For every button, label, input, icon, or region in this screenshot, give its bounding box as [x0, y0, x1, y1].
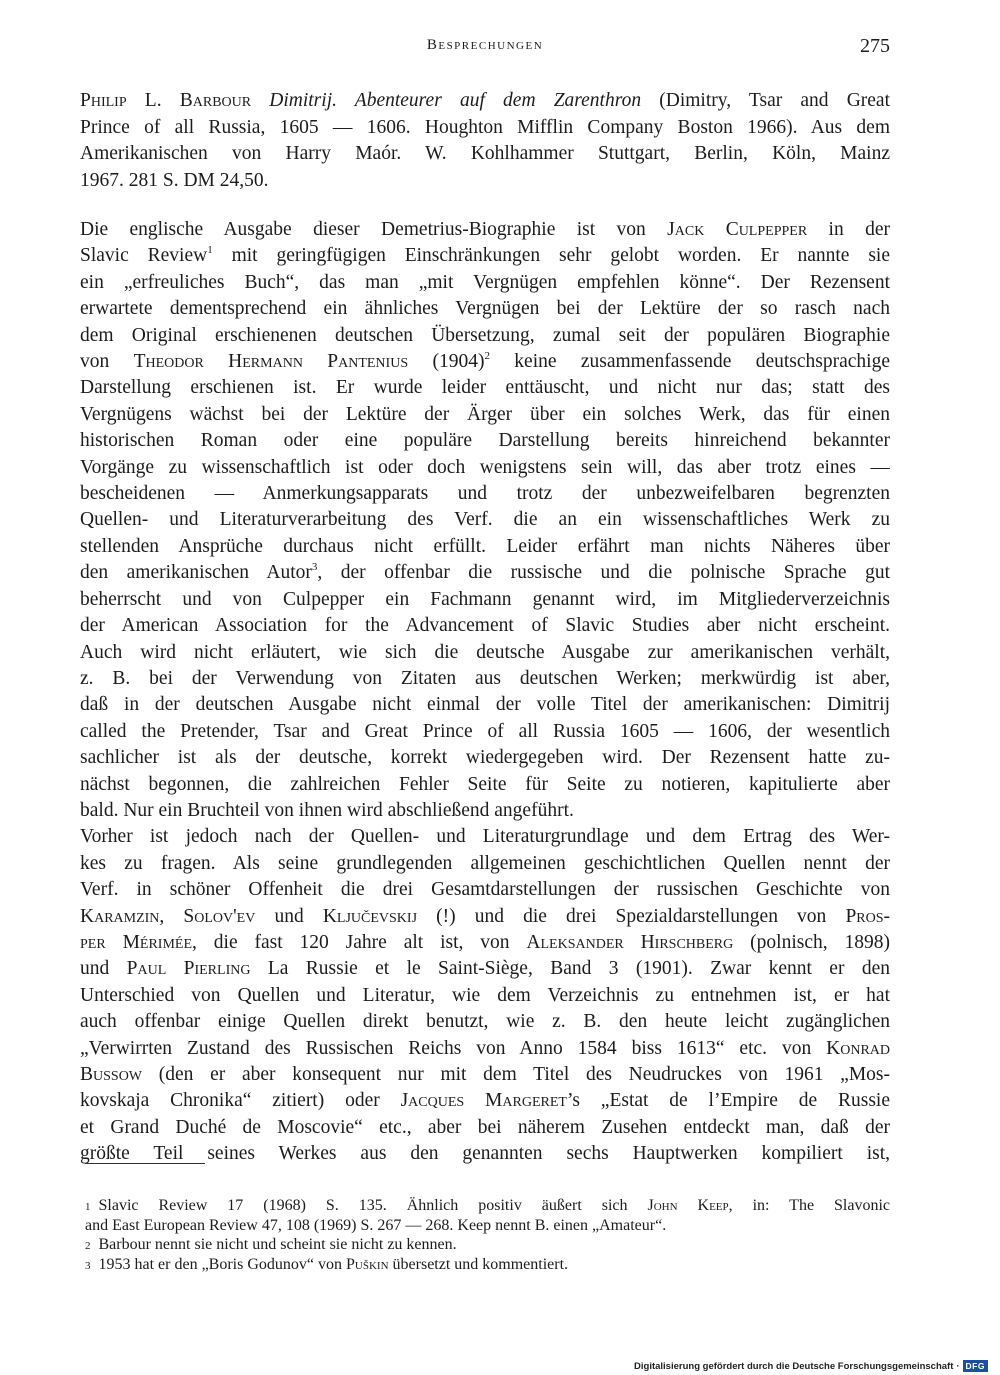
- body-line: Die englische Ausgabe dieser Demetrius-Biographie ist von Jack Culpepper in der: [80, 219, 890, 240]
- body-line: der American Association for the Advancement of Slavic Studies aber nicht erscheint.: [80, 615, 890, 637]
- body-line: Quellen- und Literaturverarbeitung des Verf. die an ein wissenschaftliches Werk zu: [80, 509, 890, 531]
- footnote-ref: 3: [311, 561, 318, 574]
- author-name: Pros-: [845, 905, 890, 927]
- footnote-1: $^1$ Slavic Review 17 (1968) S. 135. Ähnlich positiv äußert sich John Keep, in: The Slavonic: [85, 1197, 890, 1214]
- author-name: Paul Pierling: [126, 958, 251, 980]
- footnote-ref: 2: [484, 350, 490, 363]
- body-line: ein „erfreuliches Buch“, das man „mit Vergnügen empfehlen könne“. Der Rezensent: [80, 271, 890, 293]
- body-line: bald. Nur ein Bruchteil von ihnen wird abschließend angeführt.: [80, 799, 574, 821]
- running-head: Besprechungen: [426, 37, 544, 53]
- body-line: erwartete dementsprechend ein ähnliches Vergnügen bei der Lektüre der so rasch nach: [80, 298, 890, 320]
- body-line: daß in der deutschen Ausgabe nicht einmal der volle Titel der amerikanischen: Dimitrij: [80, 694, 890, 716]
- body-line: und Paul Pierling La Russie et le Saint-Siège, Band 3 (1901). Zwar kennt er den: [80, 958, 890, 980]
- body-line: z. B. bei der Verwendung von Zitaten aus deutschen Werken; merkwürdig ist aber,: [80, 667, 890, 689]
- footnote-1-cont: and East European Review 47, 108 (1969) S. 267 — 268. Keep nennt B. einen „Amateur“.: [85, 1216, 667, 1234]
- footnotes: [85, 1196, 890, 1274]
- body-line: von Theodor Hermann Pantenius $(1904)^2$ keine zusammenfassende deutschsprachige: [80, 350, 890, 373]
- heading-line-1: Philip L. Barbour Dimitrij. Abenteurer auf dem Zarenthron (Dimitry, Tsar and Great: [80, 90, 890, 111]
- body-line: den amerikanischen Autor$^3$, der offenbar die russische und die polnische Sprache gut: [80, 561, 890, 584]
- body-line: Verf. in schöner Offenheit die drei Gesamtdarstellungen der russischen Geschichte von: [80, 879, 890, 901]
- author-name: Solov'ev: [183, 905, 256, 927]
- book-author: Philip L. Barbour: [80, 90, 252, 111]
- body-line: „Verwirrten Zustand des Russischen Reichs von Anno 1584 biss 1613“ etc. von Konrad: [80, 1037, 890, 1059]
- body-line: Vergnügens wächst bei der Lektüre der Ärger über ein solches Werk, das für einen: [80, 403, 890, 425]
- author-name: John Keep: [647, 1197, 729, 1214]
- author-name: Ključevskij: [322, 905, 418, 927]
- review-body: [80, 217, 890, 1168]
- heading-line-2: Prince of all Russia, 1605 — 1606. Houghton Mifflin Company Boston 1966). Aus dem: [80, 116, 890, 138]
- author-name: Theodor Hermann Pantenius: [133, 351, 409, 373]
- body-line: Slavic Review$^1$ mit geringfügigen Einschränkungen sehr gelobt worden. Er nannte sie: [80, 244, 890, 267]
- notice-separator: ·: [956, 1360, 960, 1372]
- footnote-2: $^2$ Barbour nennt sie nicht und scheint sie nicht zu kennen.: [85, 1236, 457, 1253]
- author-name: Konrad: [826, 1037, 890, 1059]
- author-name: Jack Culpepper: [667, 219, 808, 240]
- footnote-3: $^3$ 1953 hat er den „Boris Godunov“ von Puškin übersetzt und kommentiert.: [85, 1255, 569, 1273]
- author-name: Puškin: [346, 1255, 389, 1273]
- body-line: Vorgänge zu wissenschaftlich ist oder doch wenigstens sein will, das aber trotz eines —: [80, 456, 890, 478]
- author-name: Bussow: [80, 1064, 143, 1085]
- footnote-ref: 1: [207, 244, 213, 257]
- body-line: kes zu fragen. Als seine grundlegenden allgemeinen geschichtlichen Quellen nennt der: [80, 852, 890, 874]
- author-name: Aleksander Hirschberg: [526, 931, 734, 953]
- body-line: Karamzin, Solov'ev und Ključevskij (!) und die drei Spezialdarstellungen von Pros-: [80, 905, 890, 927]
- review-heading: [80, 88, 890, 194]
- body-line: sachlicher ist als der deutsche, korrekt wiedergegeben wird. Der Rezensent hatte zu-: [80, 747, 890, 769]
- body-line: beherrscht und von Culpepper ein Fachmann genannt wird, im Mitgliederverzeichnis: [80, 588, 890, 610]
- body-line: bescheidenen — Anmerkungsapparats und trotz der unbezweifelbaren begrenzten: [80, 483, 890, 505]
- body-line: historischen Roman oder eine populäre Darstellung bereits hinreichend bekannter: [80, 430, 890, 452]
- heading-line-4: 1967. 281 S. DM 24,50.: [80, 169, 269, 191]
- page-header: [80, 35, 890, 65]
- author-name: per Mérimée: [80, 931, 193, 953]
- author-name: Jacques Margeret: [400, 1090, 567, 1112]
- dfg-logo-icon: DFG: [963, 1360, 988, 1372]
- body-line: Auch wird nicht erläutert, wie sich die deutsche Ausgabe zur amerikanischen verhält,: [80, 641, 890, 663]
- body-line: kovskaja Chronika“ zitiert) oder Jacques Margeret’s „Estat de l’Empire de Russie: [80, 1090, 890, 1112]
- page-number: 275: [860, 35, 890, 57]
- book-title: Dimitrij. Abenteurer auf dem Zarenthron: [269, 90, 642, 111]
- funding-text: Digitalisierung gefördert durch die Deutsche Forschungsgemeinschaft: [634, 1360, 954, 1372]
- body-line: stellenden Ansprüche durchaus nicht erfüllt. Leider erfährt man nichts Näheres über: [80, 535, 890, 557]
- body-line: größte Teil seines Werkes aus den genannten sechs Hauptwerken kompiliert ist,: [80, 1143, 890, 1165]
- body-line: et Grand Duché de Moscovie“ etc., aber bei näherem Zusehen entdeckt man, daß der: [80, 1116, 890, 1138]
- body-line: called the Pretender, Tsar and Great Prince of all Russia 1605 — 1606, der wesentlich: [80, 720, 890, 742]
- footnote-divider: [85, 1163, 205, 1164]
- body-line: Vorher ist jedoch nach der Quellen- und Literaturgrundlage und dem Ertrag des Wer-: [80, 826, 890, 848]
- body-line: per Mérimée, die fast 120 Jahre alt ist, von Aleksander Hirschberg (polnisch, 1898): [80, 931, 890, 953]
- heading-line-3: Amerikanischen von Harry Maór. W. Kohlhammer Stuttgart, Berlin, Köln, Mainz: [80, 143, 890, 164]
- author-name: Karamzin: [80, 905, 160, 927]
- body-line: Darstellung erschienen ist. Er wurde leider enttäuscht, und nicht nur das; statt des: [80, 377, 890, 399]
- body-line: nächst begonnen, die zahlreichen Fehler Seite für Seite zu notieren, kapitulierte aber: [80, 773, 890, 795]
- body-line: auch offenbar einige Quellen direkt benutzt, wie z. B. den heute leicht zugänglichen: [80, 1011, 890, 1033]
- body-line: Bussow (den er aber konsequent nur mit dem Titel des Neudruckes von 1961 „Mos-: [80, 1064, 890, 1085]
- digitization-notice: [634, 1359, 988, 1373]
- body-line: Unterschied von Quellen und Literatur, wie dem Verzeichnis zu entnehmen ist, er hat: [80, 984, 890, 1006]
- body-line: dem Original erschienenen deutschen Übersetzung, zumal seit der populären Biographie: [80, 324, 890, 346]
